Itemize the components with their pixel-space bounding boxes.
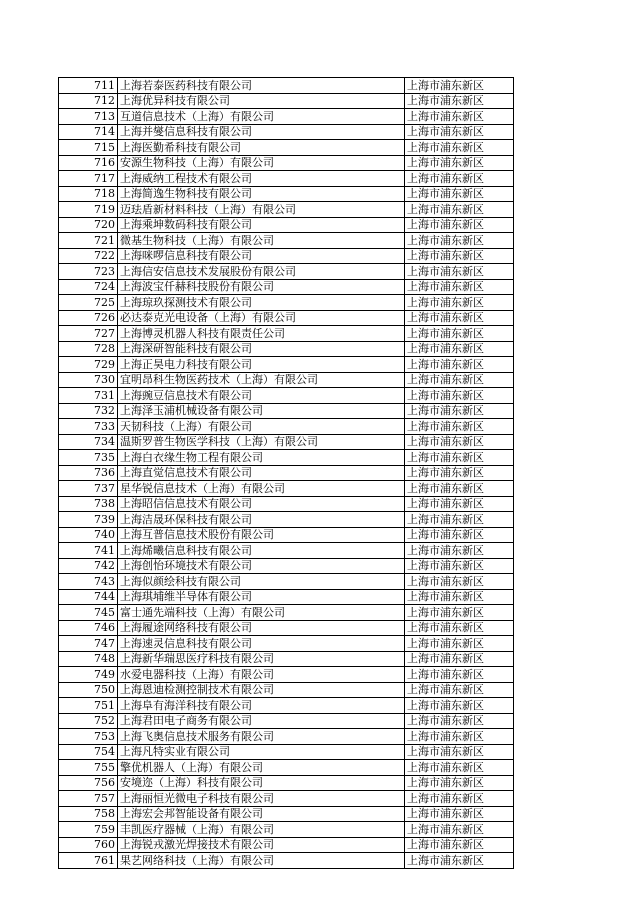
company-name: 上海烯曦信息科技有限公司 bbox=[118, 543, 405, 559]
row-number: 711 bbox=[59, 78, 118, 94]
company-name: 上海医勤希科技有限公司 bbox=[118, 140, 405, 156]
company-name: 温斯罗普生物医学科技（上海）有限公司 bbox=[118, 434, 405, 450]
table-row bbox=[59, 202, 514, 218]
company-name: 上海昭信信息技术有限公司 bbox=[118, 496, 405, 512]
row-number: 723 bbox=[59, 264, 118, 280]
table-row bbox=[59, 605, 514, 621]
row-number: 728 bbox=[59, 341, 118, 357]
table-row bbox=[59, 698, 514, 714]
row-number: 740 bbox=[59, 527, 118, 543]
row-number: 719 bbox=[59, 202, 118, 218]
table-row bbox=[59, 651, 514, 667]
company-name: 上海新华瑞思医疗科技有限公司 bbox=[118, 651, 405, 667]
company-name: 上海丽恒光微电子科技有限公司 bbox=[118, 791, 405, 807]
company-name: 上海锐戎激光焊接技术有限公司 bbox=[118, 837, 405, 853]
table-row bbox=[59, 171, 514, 187]
table-row bbox=[59, 682, 514, 698]
table-row bbox=[59, 295, 514, 311]
row-number: 750 bbox=[59, 682, 118, 698]
company-name: 上海简逸生物科技有限公司 bbox=[118, 186, 405, 202]
company-name: 上海优异科技有限公司 bbox=[118, 93, 405, 109]
company-name: 微基生物科技（上海）有限公司 bbox=[118, 233, 405, 249]
row-number: 724 bbox=[59, 279, 118, 295]
row-number: 757 bbox=[59, 791, 118, 807]
table-row bbox=[59, 837, 514, 853]
row-number: 726 bbox=[59, 310, 118, 326]
table-row bbox=[59, 155, 514, 171]
table-row bbox=[59, 481, 514, 497]
company-name: 果艺网络科技（上海）有限公司 bbox=[118, 853, 405, 869]
company-name: 丰凯医疗器械（上海）有限公司 bbox=[118, 822, 405, 838]
company-name: 天韧科技（上海）有限公司 bbox=[118, 419, 405, 435]
district-name: 上海市浦东新区 bbox=[405, 372, 514, 388]
company-name: 上海似颜绘科技有限公司 bbox=[118, 574, 405, 590]
table-row bbox=[59, 186, 514, 202]
district-name: 上海市浦东新区 bbox=[405, 527, 514, 543]
district-name: 上海市浦东新区 bbox=[405, 357, 514, 373]
row-number: 753 bbox=[59, 729, 118, 745]
district-name: 上海市浦东新区 bbox=[405, 853, 514, 869]
company-name: 迈珐盾新材料科技（上海）有限公司 bbox=[118, 202, 405, 218]
company-name: 上海信安信息技术发展股份有限公司 bbox=[118, 264, 405, 280]
company-name: 上海白衣缘生物工程有限公司 bbox=[118, 450, 405, 466]
row-number: 754 bbox=[59, 744, 118, 760]
district-name: 上海市浦东新区 bbox=[405, 233, 514, 249]
table-row bbox=[59, 775, 514, 791]
table-row bbox=[59, 124, 514, 140]
table-row bbox=[59, 543, 514, 559]
district-name: 上海市浦东新区 bbox=[405, 806, 514, 822]
company-name: 上海洁晟环保科技有限公司 bbox=[118, 512, 405, 528]
table-row bbox=[59, 667, 514, 683]
row-number: 738 bbox=[59, 496, 118, 512]
company-name: 宜明昂科生物医药技术（上海）有限公司 bbox=[118, 372, 405, 388]
row-number: 755 bbox=[59, 760, 118, 776]
district-name: 上海市浦东新区 bbox=[405, 202, 514, 218]
company-name: 上海琼玖探测技术有限公司 bbox=[118, 295, 405, 311]
district-name: 上海市浦东新区 bbox=[405, 837, 514, 853]
district-name: 上海市浦东新区 bbox=[405, 512, 514, 528]
district-name: 上海市浦东新区 bbox=[405, 155, 514, 171]
company-name: 上海咪啰信息科技有限公司 bbox=[118, 248, 405, 264]
district-name: 上海市浦东新区 bbox=[405, 140, 514, 156]
row-number: 752 bbox=[59, 713, 118, 729]
company-list-table bbox=[58, 77, 514, 869]
district-name: 上海市浦东新区 bbox=[405, 248, 514, 264]
district-name: 上海市浦东新区 bbox=[405, 558, 514, 574]
table-row bbox=[59, 326, 514, 342]
district-name: 上海市浦东新区 bbox=[405, 651, 514, 667]
row-number: 735 bbox=[59, 450, 118, 466]
row-number: 722 bbox=[59, 248, 118, 264]
row-number: 721 bbox=[59, 233, 118, 249]
table-row bbox=[59, 248, 514, 264]
table-row bbox=[59, 233, 514, 249]
table-row bbox=[59, 806, 514, 822]
row-number: 729 bbox=[59, 357, 118, 373]
district-name: 上海市浦东新区 bbox=[405, 481, 514, 497]
company-name: 上海若泰医药科技有限公司 bbox=[118, 78, 405, 94]
district-name: 上海市浦东新区 bbox=[405, 310, 514, 326]
row-number: 731 bbox=[59, 388, 118, 404]
district-name: 上海市浦东新区 bbox=[405, 93, 514, 109]
row-number: 758 bbox=[59, 806, 118, 822]
company-name: 上海君田电子商务有限公司 bbox=[118, 713, 405, 729]
row-number: 742 bbox=[59, 558, 118, 574]
row-number: 736 bbox=[59, 465, 118, 481]
table-row bbox=[59, 279, 514, 295]
district-name: 上海市浦东新区 bbox=[405, 186, 514, 202]
row-number: 743 bbox=[59, 574, 118, 590]
table-row bbox=[59, 465, 514, 481]
district-name: 上海市浦东新区 bbox=[405, 217, 514, 233]
district-name: 上海市浦东新区 bbox=[405, 636, 514, 652]
table-row bbox=[59, 574, 514, 590]
table-row bbox=[59, 264, 514, 280]
row-number: 720 bbox=[59, 217, 118, 233]
table-row bbox=[59, 822, 514, 838]
district-name: 上海市浦东新区 bbox=[405, 667, 514, 683]
row-number: 747 bbox=[59, 636, 118, 652]
company-name: 上海泽玉浦机械设备有限公司 bbox=[118, 403, 405, 419]
row-number: 712 bbox=[59, 93, 118, 109]
district-name: 上海市浦东新区 bbox=[405, 279, 514, 295]
company-name: 必达泰克光电设备（上海）有限公司 bbox=[118, 310, 405, 326]
table-row bbox=[59, 853, 514, 869]
company-name: 富士通先端科技（上海）有限公司 bbox=[118, 605, 405, 621]
company-name: 上海恩迪检测控制技术有限公司 bbox=[118, 682, 405, 698]
company-name: 上海宏会邦智能设备有限公司 bbox=[118, 806, 405, 822]
district-name: 上海市浦东新区 bbox=[405, 341, 514, 357]
row-number: 749 bbox=[59, 667, 118, 683]
company-name: 上海速灵信息科技有限公司 bbox=[118, 636, 405, 652]
district-name: 上海市浦东新区 bbox=[405, 295, 514, 311]
row-number: 733 bbox=[59, 419, 118, 435]
table-row bbox=[59, 78, 514, 94]
district-name: 上海市浦东新区 bbox=[405, 496, 514, 512]
district-name: 上海市浦东新区 bbox=[405, 791, 514, 807]
company-name: 水爱电器科技（上海）有限公司 bbox=[118, 667, 405, 683]
table-row bbox=[59, 558, 514, 574]
district-name: 上海市浦东新区 bbox=[405, 775, 514, 791]
district-name: 上海市浦东新区 bbox=[405, 543, 514, 559]
table-row bbox=[59, 419, 514, 435]
company-name: 上海阜有海洋科技有限公司 bbox=[118, 698, 405, 714]
company-name: 上海正昊电力科技有限公司 bbox=[118, 357, 405, 373]
district-name: 上海市浦东新区 bbox=[405, 403, 514, 419]
row-number: 727 bbox=[59, 326, 118, 342]
row-number: 714 bbox=[59, 124, 118, 140]
row-number: 760 bbox=[59, 837, 118, 853]
table-row bbox=[59, 589, 514, 605]
row-number: 744 bbox=[59, 589, 118, 605]
company-name: 上海乘坤数码科技有限公司 bbox=[118, 217, 405, 233]
company-name: 上海深研智能科技有限公司 bbox=[118, 341, 405, 357]
row-number: 717 bbox=[59, 171, 118, 187]
company-name: 上海并燮信息科技有限公司 bbox=[118, 124, 405, 140]
table-row bbox=[59, 527, 514, 543]
table-row bbox=[59, 512, 514, 528]
row-number: 732 bbox=[59, 403, 118, 419]
district-name: 上海市浦东新区 bbox=[405, 822, 514, 838]
row-number: 741 bbox=[59, 543, 118, 559]
district-name: 上海市浦东新区 bbox=[405, 419, 514, 435]
district-name: 上海市浦东新区 bbox=[405, 729, 514, 745]
table-row bbox=[59, 496, 514, 512]
table-row bbox=[59, 760, 514, 776]
table-row bbox=[59, 791, 514, 807]
table-row bbox=[59, 93, 514, 109]
district-name: 上海市浦东新区 bbox=[405, 124, 514, 140]
company-name: 上海直觉信息技术有限公司 bbox=[118, 465, 405, 481]
company-name: 上海互普信息技术股份有限公司 bbox=[118, 527, 405, 543]
company-name: 上海威纳工程技术有限公司 bbox=[118, 171, 405, 187]
district-name: 上海市浦东新区 bbox=[405, 713, 514, 729]
district-name: 上海市浦东新区 bbox=[405, 465, 514, 481]
row-number: 718 bbox=[59, 186, 118, 202]
company-name: 上海豌豆信息技术有限公司 bbox=[118, 388, 405, 404]
company-name: 上海创怡环境技术有限公司 bbox=[118, 558, 405, 574]
table-row bbox=[59, 403, 514, 419]
row-number: 716 bbox=[59, 155, 118, 171]
district-name: 上海市浦东新区 bbox=[405, 450, 514, 466]
table-row bbox=[59, 636, 514, 652]
district-name: 上海市浦东新区 bbox=[405, 682, 514, 698]
district-name: 上海市浦东新区 bbox=[405, 171, 514, 187]
district-name: 上海市浦东新区 bbox=[405, 744, 514, 760]
table-row bbox=[59, 109, 514, 125]
table-row bbox=[59, 388, 514, 404]
company-name: 上海琪埔维半导体有限公司 bbox=[118, 589, 405, 605]
district-name: 上海市浦东新区 bbox=[405, 698, 514, 714]
table-row bbox=[59, 713, 514, 729]
table-row bbox=[59, 434, 514, 450]
row-number: 713 bbox=[59, 109, 118, 125]
table-row bbox=[59, 744, 514, 760]
row-number: 756 bbox=[59, 775, 118, 791]
company-name: 上海飞奥信息技术服务有限公司 bbox=[118, 729, 405, 745]
row-number: 737 bbox=[59, 481, 118, 497]
table-row bbox=[59, 620, 514, 636]
table-row bbox=[59, 450, 514, 466]
row-number: 748 bbox=[59, 651, 118, 667]
company-name: 星华锐信息技术（上海）有限公司 bbox=[118, 481, 405, 497]
company-name: 互道信息技术（上海）有限公司 bbox=[118, 109, 405, 125]
row-number: 746 bbox=[59, 620, 118, 636]
company-name: 擎优机器人（上海）有限公司 bbox=[118, 760, 405, 776]
table-body bbox=[59, 78, 514, 869]
company-name: 上海凡特实业有限公司 bbox=[118, 744, 405, 760]
row-number: 734 bbox=[59, 434, 118, 450]
row-number: 725 bbox=[59, 295, 118, 311]
district-name: 上海市浦东新区 bbox=[405, 388, 514, 404]
district-name: 上海市浦东新区 bbox=[405, 620, 514, 636]
company-name: 上海履途网络科技有限公司 bbox=[118, 620, 405, 636]
table-row bbox=[59, 140, 514, 156]
district-name: 上海市浦东新区 bbox=[405, 264, 514, 280]
row-number: 751 bbox=[59, 698, 118, 714]
district-name: 上海市浦东新区 bbox=[405, 109, 514, 125]
district-name: 上海市浦东新区 bbox=[405, 605, 514, 621]
table-row bbox=[59, 372, 514, 388]
district-name: 上海市浦东新区 bbox=[405, 434, 514, 450]
district-name: 上海市浦东新区 bbox=[405, 78, 514, 94]
table-row bbox=[59, 341, 514, 357]
table-row bbox=[59, 357, 514, 373]
table-row bbox=[59, 310, 514, 326]
row-number: 715 bbox=[59, 140, 118, 156]
company-name: 安境迩（上海）科技有限公司 bbox=[118, 775, 405, 791]
row-number: 745 bbox=[59, 605, 118, 621]
table-row bbox=[59, 729, 514, 745]
district-name: 上海市浦东新区 bbox=[405, 589, 514, 605]
row-number: 761 bbox=[59, 853, 118, 869]
row-number: 730 bbox=[59, 372, 118, 388]
company-name: 上海博灵机器人科技有限责任公司 bbox=[118, 326, 405, 342]
company-name: 上海波宝仟赫科技股份有限公司 bbox=[118, 279, 405, 295]
table-row bbox=[59, 217, 514, 233]
row-number: 759 bbox=[59, 822, 118, 838]
row-number: 739 bbox=[59, 512, 118, 528]
company-name: 安源生物科技（上海）有限公司 bbox=[118, 155, 405, 171]
district-name: 上海市浦东新区 bbox=[405, 326, 514, 342]
district-name: 上海市浦东新区 bbox=[405, 760, 514, 776]
district-name: 上海市浦东新区 bbox=[405, 574, 514, 590]
